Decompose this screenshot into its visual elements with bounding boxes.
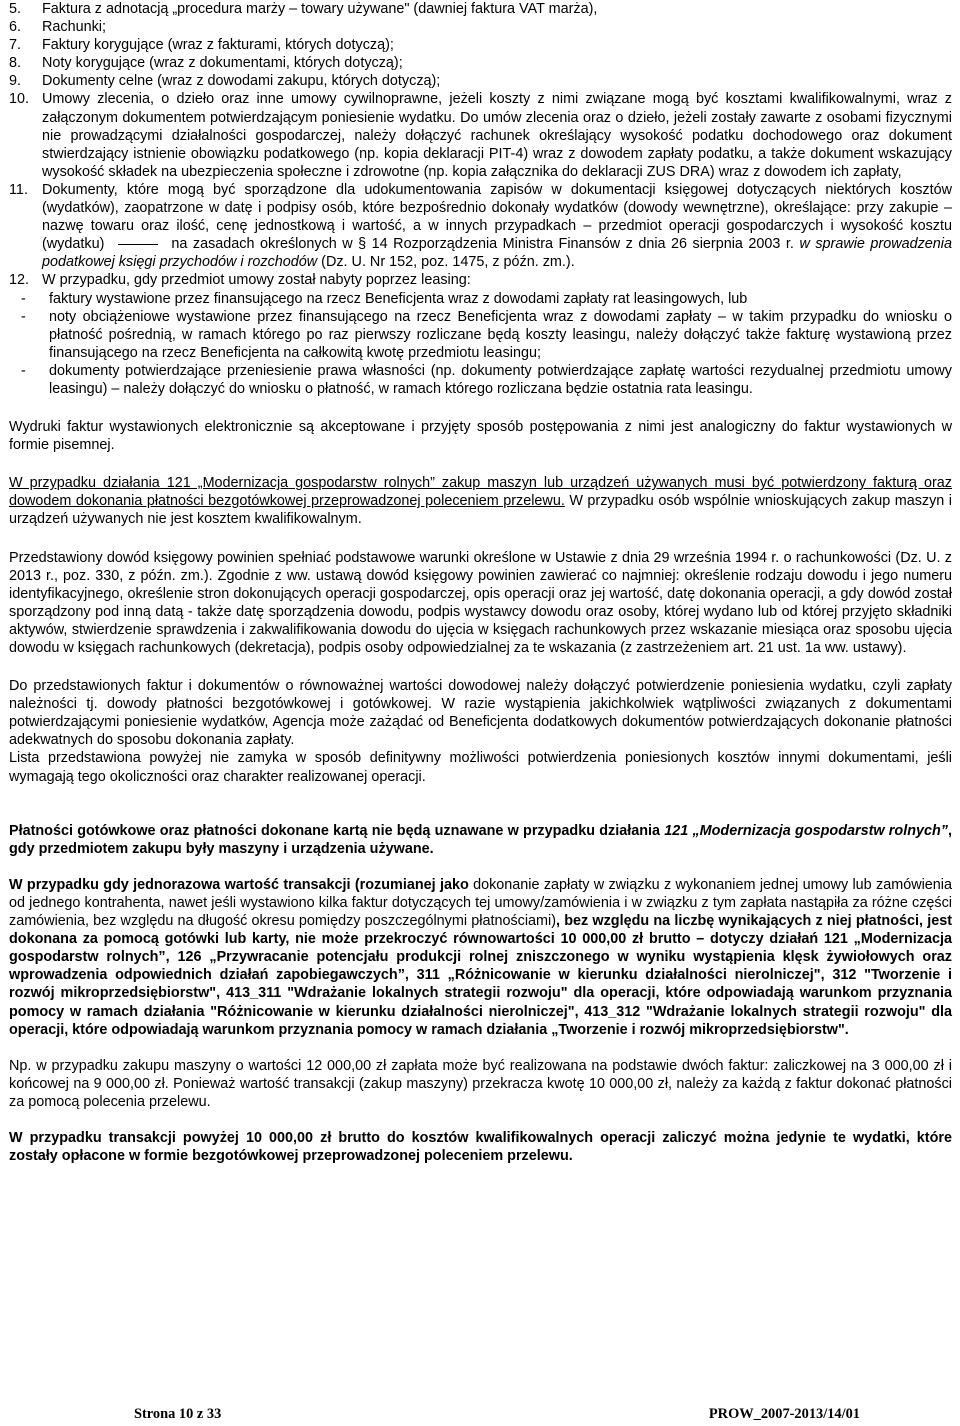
list-item-text: W przypadku, gdy przedmiot umowy został nabyty poprzez leasing: (42, 272, 471, 289)
list-item-number: 8. (9, 55, 22, 72)
list-item (9, 18, 952, 36)
bold-text: Płatności gotówkowe oraz płatności dokonane kartą nie będą uznawane w przypadku działania (9, 822, 665, 839)
list-item-number: 10. (9, 91, 30, 108)
list-item-number: 12. (9, 272, 30, 289)
list-item-number: 9. (9, 73, 22, 90)
spacer (9, 1039, 952, 1057)
list-item-text: (Dz. U. Nr 152, poz. 1475, z późn. zm.). (321, 254, 575, 271)
spacer (9, 657, 952, 677)
list-item-text: Umowy zlecenia, o dzieło oraz inne umowy cywilnoprawne, jeżeli koszty z nimi związane mogą być kosztami kwalifikowalnymi, wraz z załączonym dokumentem potwierdzającym poniesienie wydatku. Do umów zlecenia oraz o dzieło, jeżeli zostały zawarte z osobami fizycznymi nie prowadzącymi działalności gospodarczej, należy dołączyć rachunek określający wysokość podatku dochodowego oraz dokument stwierdzający istnienie obowiązku podatkowego (np. kopia deklaracji PIT-4) wraz z dowodem zapłaty podatku, a także dokument wskazujący wysokość składek na ubezpieczenia społeczne i zdrowotne (np. kopia załącznika do deklaracji ZUS DRA) wraz z dowodem ich zapłaty, (42, 91, 952, 180)
em-dash: – (583, 218, 592, 235)
paragraph-powyzej-limitu: W przypadku transakcji powyżej 10 000,00 zł brutto do kosztów kwalifikowalnych operacji zaliczyć można jedynie te wydatki, które zostały opłacone w formie bezgotówkowej przeprowadzonej poleceniem przelewu. (9, 1129, 952, 1165)
list-item-text: Rachunki; (42, 19, 106, 36)
sub-list-item (9, 362, 952, 398)
sub-list-item (9, 308, 952, 362)
paragraph-jednorazowa-wartosc (9, 876, 952, 1039)
sub-list-item (9, 290, 952, 308)
list-item (9, 72, 952, 90)
list-item-text: przedmiot operacji gospodarczych i wysokość kosztu (wydatku) (42, 218, 952, 253)
spacer (9, 454, 952, 474)
list-item-text: Dokumenty, które mogą być sporządzone dla udokumentowania zapisów w dokumentacji księgowej dotyczących niektórych kosztów (wydatków), zaopatrzone w datę i podpisy osób, które bezpośrednio dokonały wydatków (dowody wewnętrzne), określające: przy zakupie (42, 181, 952, 217)
list-item-text: Faktura z adnotacją „procedura marży – towary używane" (dawniej faktura VAT marża), (42, 1, 598, 17)
underlined-requirement: W przypadku działania 121 „Modernizacja gospodarstw rolnych” zakup maszyn lub urządzeń używanych musi być potwierdzony fakturą oraz dowodem dokonania płatności bezgotówkowej przeprowadzonej poleceniem przelewu. (9, 475, 952, 510)
spacer (9, 529, 952, 549)
list-item-11 (9, 181, 952, 271)
list-item-number: 5. (9, 1, 22, 17)
bullet-dash: - (21, 362, 26, 379)
bold-italic-text: 121 „Modernizacja gospodarstw rolnych” (664, 822, 948, 839)
paragraph-przyklad: Np. w przypadku zakupu maszyny o wartości 12 000,00 zł zapłata może być realizowana na podstawie dwóch faktur: zaliczkowej na 3 000,00 zł i końcowej na 9 000,00 zł. Ponieważ wartość transakcji (zakup maszyny) przekracza kwotę 10 000,00 zł, należy za każdą z faktur dokonać płatności za pomocą polecenia przelewu. (9, 1057, 952, 1110)
spacer (9, 786, 952, 822)
list-item-number: 6. (9, 19, 22, 36)
paragraph-dowod-ksiegowy: Przedstawiony dowód księgowy powinien spełniać podstawowe warunki określone w Ustawie z dnia 29 września 1994 r. o rachunkowości (Dz. U. z 2013 r., poz. 330, z późn. zm.). Zgodnie z ww. ustawą dowód księgowy powinien zawierać co najmniej: określenie rodzaju dowodu i jego numeru identyfikacyjnego, określenie stron dokonujących operacji gospodarczej, opis operacji oraz jej wartość, datę dokonania operacji, a gdy dowód został sporządzony pod inną datą - także datę sporządzenia dowodu, podpis wystawcy dowodu oraz osoby, której wydano lub od której przyjęto składniki aktywów, stwierdzenie sprawdzenia i zakwalifikowania dowodu do ujęcia w księgach rachunkowych przez wskazanie miesiąca oraz sposobu ujęcia dowodu w księgach rachunkowych (dekretacja), podpis osoby odpowiedzialnej za te wskazania (z zastrzeżeniem art. 21 ust. 1a ww. ustawy). (9, 549, 952, 656)
document-page (9, 0, 952, 1165)
list-item (9, 36, 952, 54)
regulation-title: w sprawie prowadzenia podatkowej księgi przychodów i rozchodów (42, 236, 953, 271)
document-id: PROW_2007-2013/14/01 (708, 1406, 860, 1422)
list-item (9, 90, 952, 180)
page-number: Strona 10 z 33 (134, 1406, 222, 1422)
bold-text: W przypadku gdy jednorazowa wartość transakcji (rozumianej jako (9, 876, 469, 893)
spacer (9, 398, 952, 418)
long-dash-rule (118, 244, 158, 245)
paragraph-dzialanie-121 (9, 474, 952, 528)
document-list-top (9, 0, 952, 398)
list-item-number: 11. (9, 181, 28, 198)
bold-text: , bez względu na liczbę wynikających z niej płatności, jest dokonana za pomocą gotówki lub karty, nie może przekroczyć równowartości 10 000,00 zł brutto – dotyczy działań 121 „Modernizacja gospodarstw rolnych”, 126 „Przywracanie potencjału produkcji rolnej zniszczonego w wyniku wystąpienia klęsk żywiołowych oraz wprowadzenia odpowiednich działań zapobiegawczych”, 311 „Różnicowanie w kierunku działalności nierolniczej", 312 "Tworzenie i rozwój mikroprzedsiębiorstw", 413_311 "Wdrażanie lokalnych strategii rozwoju" dla operacji, które odpowiadają warunkom przyznania pomocy w ramach działania "Różnicowanie w kierunku działalności nierolniczej", 413_312 "Wdrażanie lokalnych strategii rozwoju" dla operacji, które odpowiadają warunkom przyznania pomocy w ramach działania „Tworzenie i rozwój mikroprzedsiębiorstw". (9, 913, 952, 1038)
paragraph-text: W przypadku osób wspólnie wnioskujących zakup maszyn i urządzeń używanych nie jest kosztem kwalifikowalnym. (9, 493, 953, 528)
paragraph-lista: Lista przedstawiona powyżej nie zamyka w sposób definitywny możliwości potwierdzenia poniesionych kosztów innymi dokumentami, jeśli wymagają tego okoliczności oraz charakter realizowanej operacji. (9, 750, 952, 785)
sub-list-item-text: dokumenty potwierdzające przeniesienie prawa własności (np. dokumenty potwierdzające zapłatę wartości rezydualnej przedmiotu umowy leasingu) – należy dołączyć do wniosku o płatność, w ramach którego rozliczana będzie ostatnia rata leasingu. (49, 362, 952, 397)
spacer (9, 1111, 952, 1129)
list-item-text: na zasadach określonych w § 14 Rozporządzenia Ministra Finansów z dnia 26 sierpnia 2003 r. (171, 236, 794, 253)
list-item-text: Faktury korygujące (wraz z fakturami, których dotyczą); (42, 37, 394, 54)
list-item-text: Dokumenty celne (wraz z dowodami zakupu, których dotyczą); (42, 73, 441, 90)
list-item (9, 0, 952, 18)
paragraph-text: dokonanie zapłaty w związku z wykonaniem jednej umowy lub zamówienia od jednego kontrahenta, nawet jeśli wystawiono kilka faktur dotyczących tej umowy/zamówienia i w związku z tym zapłata nastąpiła za różne części zamówienia, bez względu na długość okresu pomiędzy poszczególnymi płatnościami) (9, 876, 952, 930)
sub-list-item-text: faktury wystawione przez finansującego na rzecz Beneficjenta wraz z dowodami zapłaty rat leasingowych, lub (49, 290, 748, 307)
list-item-number: 7. (9, 37, 22, 54)
spacer (9, 858, 952, 876)
em-dash: – (943, 200, 952, 217)
list-item (9, 54, 952, 72)
paragraph-wydruki: Wydruki faktur wystawionych elektronicznie są akceptowane i przyjęty sposób postępowania z nimi jest analogiczny do faktur wystawionych w formie pisemnej. (9, 419, 952, 454)
sub-list-item-text: noty obciążeniowe wystawione przez finansującego na rzecz Beneficjenta wraz z dowodami zapłaty – w takim przypadku do wniosku o płatność pośrednią, w ramach którego po raz pierwszy rozliczane będą koszty leasingu, należy dołączyć także fakturę wystawioną przez finansującego na rzecz Beneficjenta na całkowitą kwotę przedmiotu leasingu; (49, 308, 952, 361)
bullet-dash: - (21, 308, 26, 325)
bullet-dash: - (21, 290, 26, 307)
list-item-text: Noty korygujące (wraz z dokumentami, których dotyczą); (42, 55, 403, 72)
list-item-12 (9, 271, 952, 289)
paragraph-przedstawionych: Do przedstawionych faktur i dokumentów o równoważnej wartości dowodowej należy dołączyć potwierdzenie poniesienia wydatku, czyli zapłaty należności tj. dowody płatności bezgotówkowej i gotówkowej. W razie wystąpienia jakichkolwiek wątpliwości związanych z dokumentami potwierdzającymi poniesienie wydatków, Agencja może zażądać od Beneficjenta dodatkowych dokumentów potwierdzających dokonanie płatności adekwatnych do sposobu dokonania zapłaty. (9, 678, 952, 749)
paragraph-platnosci-gotowkowe (9, 822, 952, 858)
list-item-text: nazwę towaru oraz ilość, cenę jednostkową i wartość, a w innych przypadkach (42, 218, 577, 235)
bold-text: , gdy przedmiotem zakupu były maszyny i urządzenia używane. (9, 822, 952, 857)
